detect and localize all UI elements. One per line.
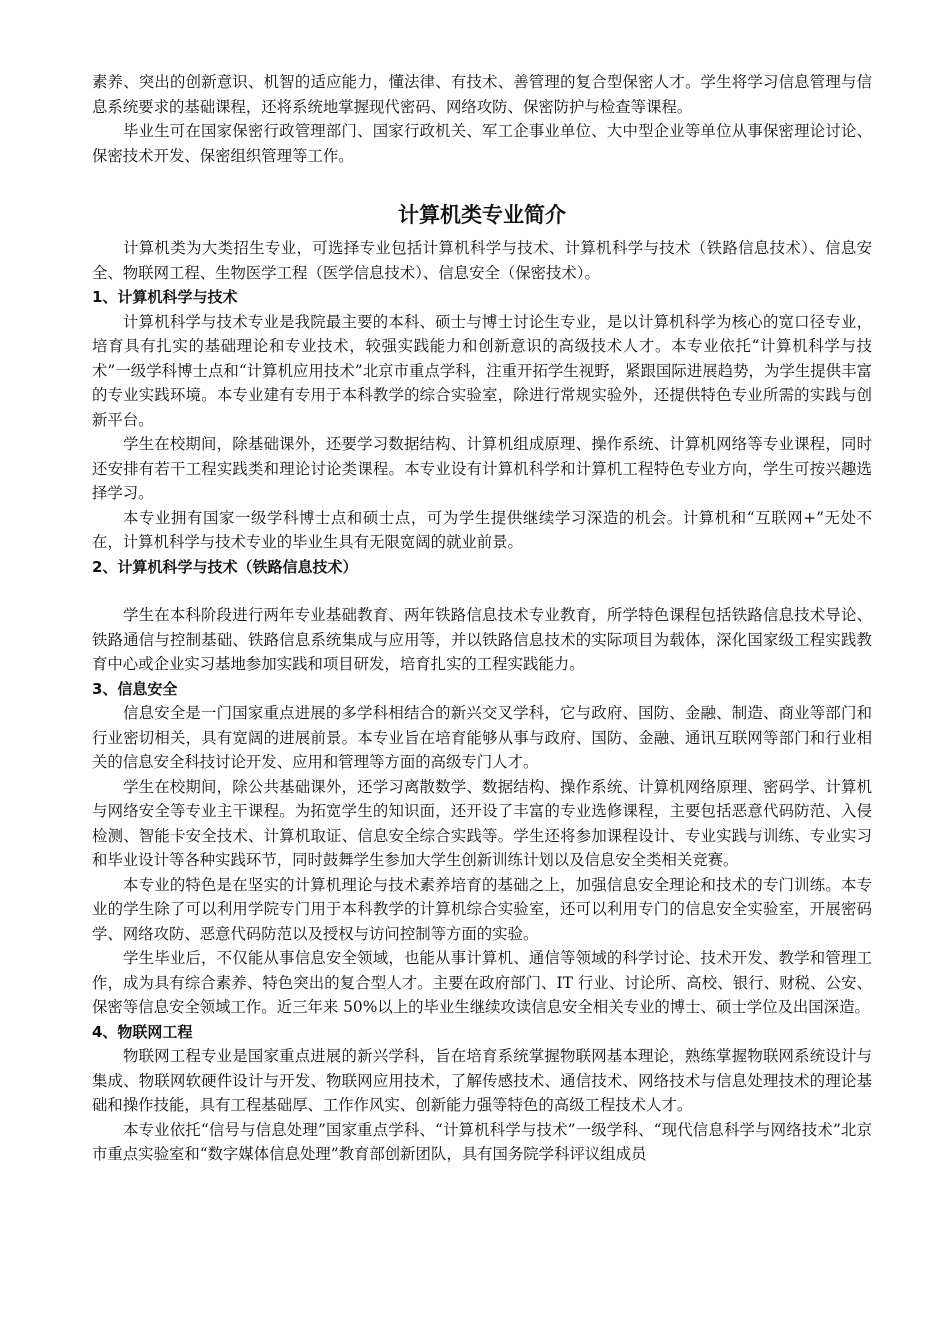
section-paragraph: 本专业的特色是在坚实的计算机理论与技术素养培育的基础之上，加强信息安全理论和技术的专门训练。本专业的学生除了可以利用学院专门用于本科教学的计算机综合实验室，还可以利用专门的信息安全实验室，开展密码学、网络攻防、恶意代码防范以及授权与访问控制等方面的实验。 — [92, 875, 872, 943]
section-paragraph: 学生在本科阶段进行两年专业基础教育、两年铁路信息技术专业教育，所学特色课程包括铁路信息技术导论、铁路通信与控制基础、铁路信息系统集成与应用等，并以铁路信息技术的实际项目为载体，深化国家级工程实践教育中心或企业实习基地参加实践和项目研发，培育扎实的工程实践能力。 — [92, 606, 872, 673]
section-heading-iot: 4、物联网工程 — [92, 1022, 193, 1041]
document-page — [92, 70, 872, 1167]
section-paragraph: 物联网工程专业是国家重点进展的新兴学科，旨在培育系统掌握物联网基本理论，熟练掌握物联网系统设计与集成、物联网软硬件设计与开发、物联网应用技术，了解传感技术、通信技术、网络技术与信息处理技术的理论基础和操作技能，具有工程基础厚、工作作风实、创新能力强等特色的高级工程技术人才。 — [92, 1047, 872, 1114]
section-heading-cs: 1、计算机科学与技术 — [92, 288, 238, 306]
section-paragraph: 计算机科学与技术专业是我院最主要的本科、硕士与博士讨论生专业，是以计算机科学为核心的宽口径专业，培育具有扎实的基础理论和专业技术，较强实践能力和创新意识的高级技术人才。本专业依托“计算机科学与技术”一级学科博士点和“计算机应用技术”北京市重点学科，注重开拓学生视野，紧跟国际进展趋势，为学生提供丰富的专业实践环境。本专业建有专用于本科教学的综合实验室，除进行常规实验外，还提供特色专业所需的实践与创新平台。 — [92, 312, 872, 429]
overview-paragraph: 计算机类为大类招生专业，可选择专业包括计算机科学与技术、计算机科学与技术（铁路信息技术）、信息安全、物联网工程、生物医学工程（医学信息技术）、信息安全（保密技术）。 — [92, 239, 872, 282]
section-paragraph: 本专业依托“信号与信息处理”国家重点学科、“计算机科学与技术”一级学科、“现代信息科学与网络技术”北京市重点实验室和“数字媒体信息处理”教育部创新团队，具有国务院学科评议组成员 — [92, 1120, 872, 1163]
intro-paragraph: 毕业生可在国家保密行政管理部门、国家行政机关、军工企事业单位、大中型企业等单位从事保密理论讨论、保密技术开发、保密组织管理等工作。 — [92, 122, 872, 165]
section-paragraph: 学生毕业后，不仅能从事信息安全领域，也能从事计算机、通信等领域的科学讨论、技术开发、教学和管理工作，成为具有综合素养、特色突出的复合型人才。主要在政府部门、IT 行业、讨论所、高校、银行、财税、公安、保密等信息安全领域工作。近三年来 50%以上的毕业生继续攻读信息安全相关专业的博士、硕士学位及出国深造。 — [92, 949, 872, 1016]
page-title: 计算机类专业简介 — [398, 203, 566, 227]
intro-paragraph-continued: 素养、突出的创新意识、机智的适应能力，懂法律、有技术、善管理的复合型保密人才。学生将学习信息管理与信息系统要求的基础课程，还将系统地掌握现代密码、网络攻防、保密防护与检查等课程。 — [92, 73, 872, 116]
section-paragraph: 学生在校期间，除公共基础课外，还学习离散数学、数据结构、操作系统、计算机网络原理、密码学、计算机与网络安全等专业主干课程。为拓宽学生的知识面，还开设了丰富的专业选修课程，主要包括恶意代码防范、入侵检测、智能卡安全技术、计算机取证、信息安全综合实践等。学生还将参加课程设计、专业实践与训练、专业实习和毕业设计等各种实践环节，同时鼓舞学生参加大学生创新训练计划以及信息安全类相关竞赛。 — [92, 777, 872, 869]
section-heading-infosec: 3、信息安全 — [92, 679, 178, 698]
section-paragraph: 学生在校期间，除基础课外，还要学习数据结构、计算机组成原理、操作系统、计算机网络等专业课程，同时还安排有若干工程实践类和理论讨论类课程。本专业设有计算机科学和计算机工程特色专业方向，学生可按兴趣选择学习。 — [92, 435, 872, 502]
section-paragraph: 本专业拥有国家一级学科博士点和硕士点，可为学生提供继续学习深造的机会。计算机和“互联网+”无处不在，计算机科学与技术专业的毕业生具有无限宽阔的就业前景。 — [92, 508, 872, 551]
section-heading-railway: 2、计算机科学与技术（铁路信息技术） — [92, 557, 358, 576]
blank-line — [92, 579, 872, 603]
section-paragraph: 信息安全是一门国家重点进展的多学科相结合的新兴交叉学科，它与政府、国防、金融、制造、商业等部门和行业密切相关，具有宽阔的进展前景。本专业旨在培育能够从事与政府、国防、金融、通讯互联网等部门和行业相关的信息安全科技讨论开发、应用和管理等方面的高级专门人才。 — [92, 704, 872, 771]
